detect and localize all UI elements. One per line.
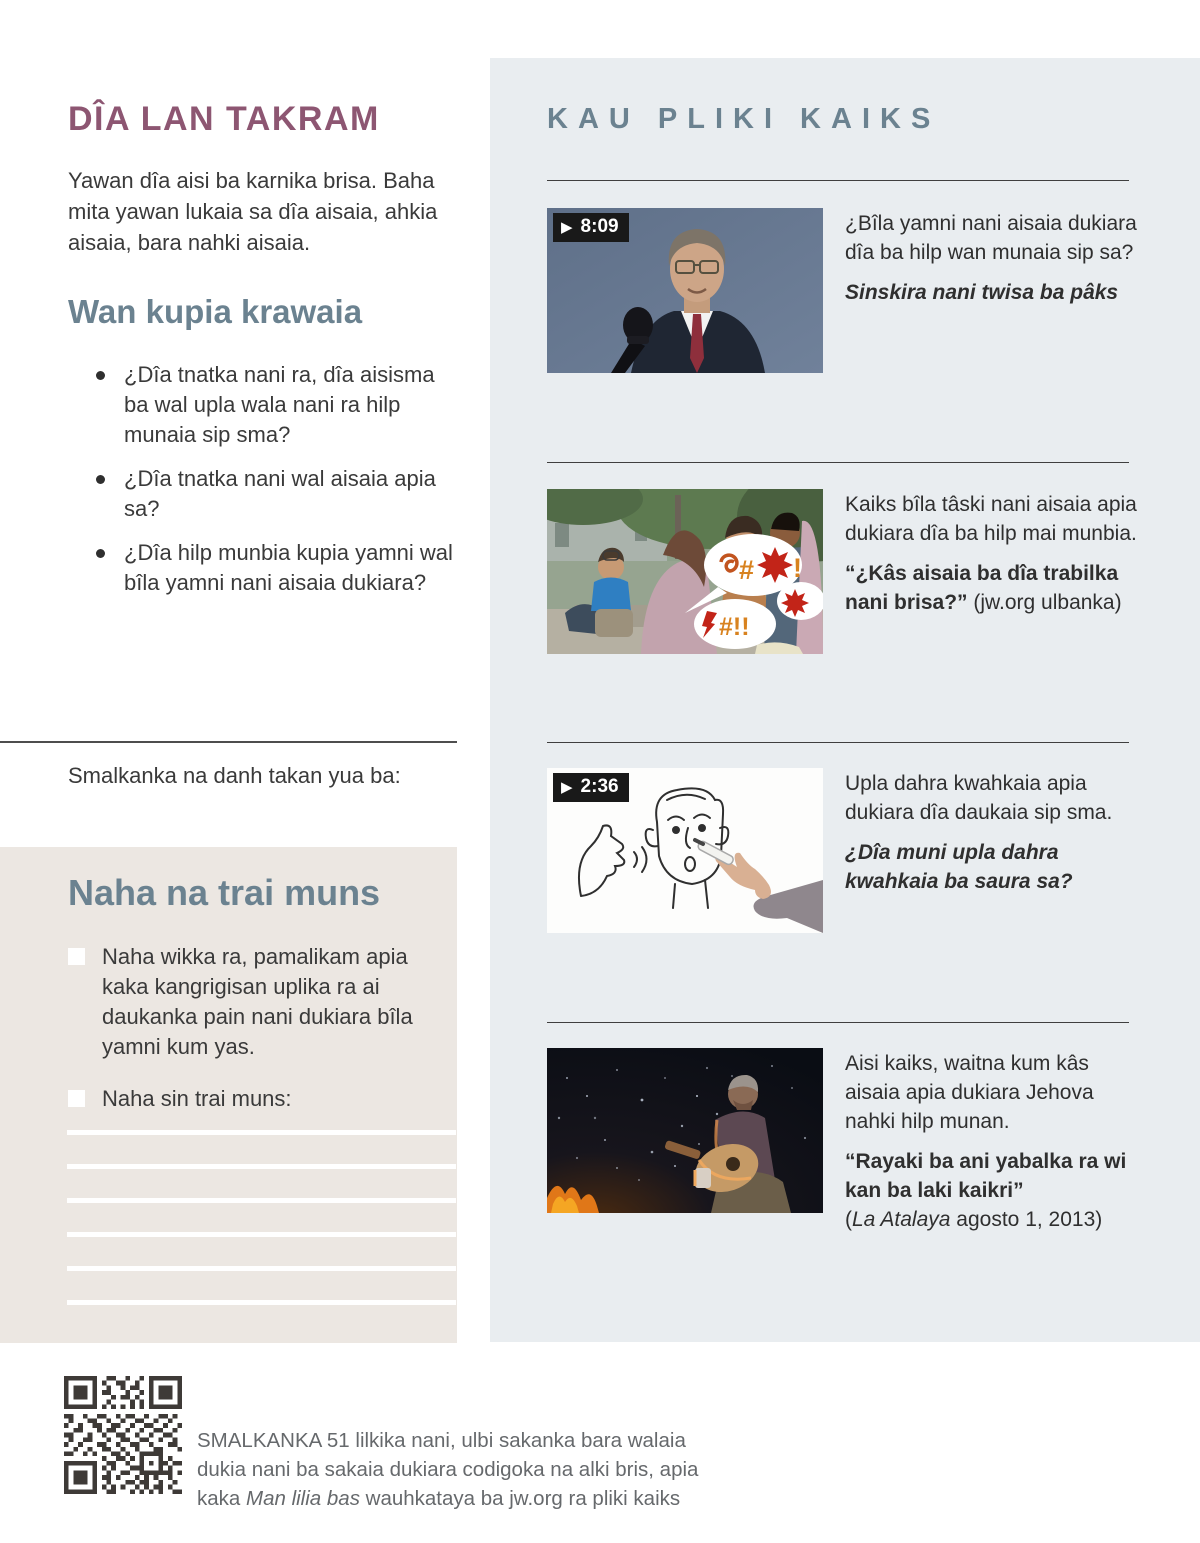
- qr-code-image: [64, 1376, 182, 1494]
- goal-item: [68, 942, 432, 1062]
- video-row-text: [845, 1049, 1141, 1234]
- writing-line[interactable]: [67, 1232, 456, 1237]
- reference-prefix: (: [845, 1208, 852, 1231]
- goal-checkbox[interactable]: [68, 948, 85, 965]
- intro-paragraph: Yawan dîa aisi ba karnika brisa. Baha mita yawan lukaia sa dîa aisaia, ahkia aisaia, bara nahki aisaia.: [68, 168, 438, 255]
- quote-source: (jw.org ulbanka): [967, 591, 1122, 614]
- discussion-bullet-list: [68, 360, 460, 612]
- campfire-photo: [547, 1048, 823, 1213]
- footer-text: SMALKANKA 51 lilkika nani, ulbi sakanka bara walaia dukia nani ba sakaia dukiara codigoka na alki bris, apia kaka: [197, 1429, 699, 1510]
- reference-date: agosto 1, 2013): [950, 1208, 1103, 1231]
- bullet-item: [68, 538, 460, 598]
- row-emphasis: ¿Dîa muni upla dahra kwahkaia ba saura sa?: [845, 841, 1073, 893]
- writing-line[interactable]: [67, 1266, 456, 1271]
- goal-checkbox[interactable]: [68, 1090, 85, 1107]
- writing-line[interactable]: [67, 1198, 456, 1203]
- bullet-dot-icon: [96, 371, 105, 380]
- video-thumbnail-sketch[interactable]: [547, 768, 823, 933]
- video-thumbnail-speaker[interactable]: [547, 208, 823, 373]
- bullet-dot-icon: [96, 475, 105, 484]
- play-badge: [553, 773, 629, 802]
- row-divider: [547, 180, 1129, 181]
- row-divider: [547, 742, 1129, 743]
- bullet-item: [68, 360, 460, 450]
- page-title: DÎA LAN TAKRAM: [68, 100, 380, 138]
- bullet-text: ¿Dîa hilp munbia kupia yamni wal bîla yamni nani aisaia dukiara?: [124, 540, 453, 595]
- play-badge: [553, 213, 629, 242]
- play-icon: ▶: [561, 218, 573, 236]
- footer-note: [197, 1426, 709, 1513]
- bullet-dot-icon: [96, 549, 105, 558]
- row-divider: [547, 1022, 1129, 1023]
- row-divider: [547, 462, 1129, 463]
- video-thumbnail-campfire[interactable]: [547, 1048, 823, 1213]
- bullet-item: [68, 464, 460, 524]
- video-duration: 8:09: [580, 216, 619, 237]
- row-emphasis: “Rayaki ba ani yabalka ra wi kan ba laki kaikri”: [845, 1150, 1127, 1202]
- goal-item: [68, 1084, 432, 1114]
- completed-date-label: Smalkanka na danh takan yua ba:: [68, 763, 401, 788]
- row-description: Aisi kaiks, waitna kum kâs aisaia apia dukiara Jehova nahki hilp munan.: [845, 1052, 1094, 1133]
- svg-text:#!!: #!!: [719, 613, 750, 641]
- reference-publication: La Atalaya: [852, 1208, 951, 1231]
- section-heading-discussion: Wan kupia krawaia: [68, 293, 363, 330]
- goals-title: Naha na trai muns: [68, 872, 381, 913]
- row-emphasis: [845, 559, 1141, 617]
- writing-line[interactable]: [67, 1164, 456, 1169]
- quote-title: “¿Kâs aisaia ba dîa trabilka nani brisa?”: [845, 562, 1119, 614]
- row-reference: [845, 1205, 1141, 1234]
- writing-line[interactable]: [67, 1130, 456, 1135]
- section-heading-watch-more: KAU PLIKI KAIKS: [547, 103, 941, 135]
- video-duration: 2:36: [580, 776, 619, 797]
- row-description: ¿Bîla yamni nani aisaia dukiara dîa ba hilp wan munaia sip sa?: [845, 212, 1137, 264]
- row-emphasis: Sinskira nani twisa ba pâks: [845, 281, 1119, 304]
- row-description: Upla dahra kwahkaia apia dukiara dîa daukaia sip sma.: [845, 772, 1113, 824]
- footer-publication-name: Man lilia bas: [246, 1487, 360, 1510]
- left-section-divider: [0, 741, 457, 743]
- video-row-text: [845, 209, 1141, 307]
- teens-photo: [547, 489, 823, 654]
- video-row-text: [845, 490, 1141, 617]
- footer-text: wauhkataya ba jw.org ra pliki kaiks: [359, 1487, 681, 1510]
- play-icon: ▶: [561, 778, 573, 796]
- svg-text:!: !: [793, 553, 802, 583]
- bullet-text: ¿Dîa tnatka nani wal aisaia apia sa?: [124, 466, 436, 521]
- row-description: Kaiks bîla tâski nani aisaia apia dukiara dîa ba hilp mai munbia.: [845, 493, 1137, 545]
- bullet-text: ¿Dîa tnatka nani ra, dîa aisisma ba wal upla wala nani ra hilp munaia sip sma?: [124, 362, 435, 447]
- svg-text:#: #: [739, 555, 755, 585]
- goal-item-label: Naha wikka ra, pamalikam apia kaka kangrigisan uplika ra ai daukanka pain nani dukiara bîla yamni kum yas.: [102, 944, 413, 1059]
- goal-item-label: Naha sin trai muns:: [102, 1086, 292, 1111]
- writing-line[interactable]: [67, 1300, 456, 1305]
- video-thumbnail-teens[interactable]: [547, 489, 823, 654]
- video-row-text: [845, 769, 1141, 896]
